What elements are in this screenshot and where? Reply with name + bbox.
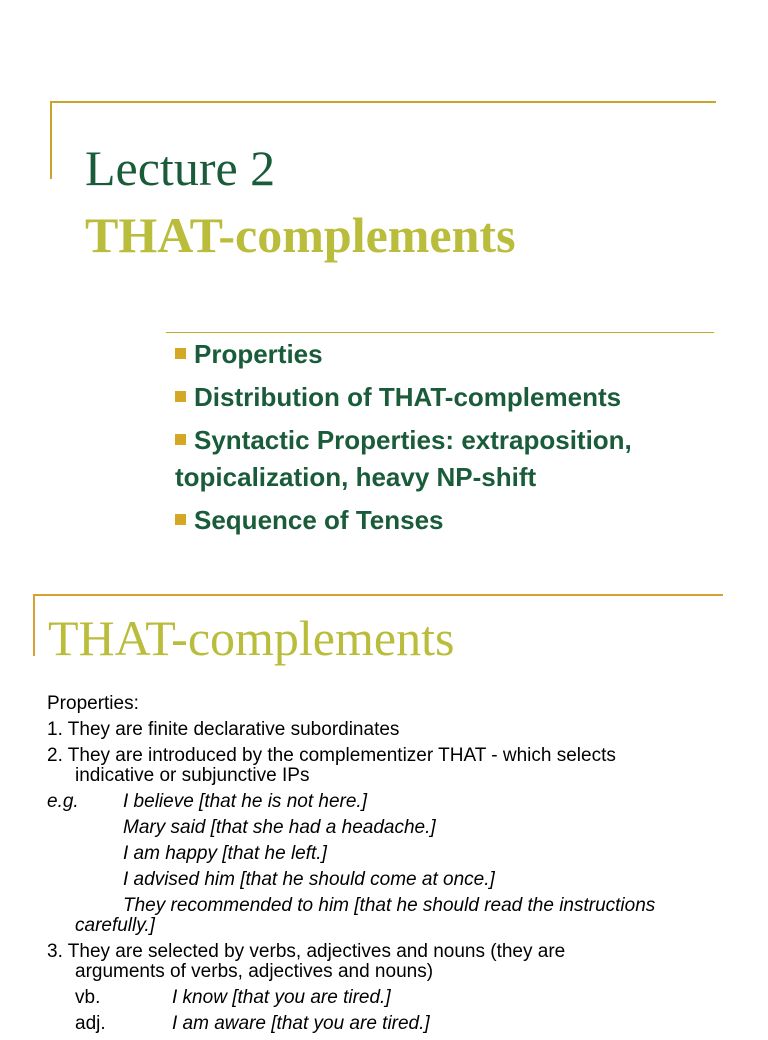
square-bullet-icon	[175, 391, 186, 402]
property-item-3-line-1: 3. They are selected by verbs, adjectives and nouns (they are	[47, 941, 566, 962]
lecture-title: Lecture 2	[85, 140, 276, 196]
square-bullet-icon	[175, 348, 186, 359]
square-bullet-icon	[175, 434, 186, 445]
example-row-wrapped	[47, 896, 747, 936]
example-text: I believe [that he is not here.]	[123, 791, 367, 812]
adj-example-text: I am aware [that you are tired.]	[172, 1013, 430, 1034]
bullet-text: Syntactic Properties: extraposition, topicalization, heavy NP-shift	[175, 425, 632, 492]
slide1-bullets-rule	[166, 332, 714, 333]
example-text-part-1: They recommended to him [that he should read the instructions	[123, 895, 656, 916]
eg-label: e.g.	[47, 791, 79, 812]
example-text	[47, 896, 747, 916]
slide1-left-rule	[50, 101, 52, 179]
vb-label: vb.	[75, 987, 101, 1008]
properties-heading: Properties:	[47, 693, 139, 714]
slide1-bullet-list	[175, 336, 735, 545]
adjective-example-row	[47, 1014, 747, 1034]
example-row	[47, 818, 747, 838]
lecture-subtitle: THAT-complements	[85, 207, 516, 263]
square-bullet-icon	[175, 514, 186, 525]
slide2-body	[47, 694, 747, 1040]
bullet-item	[175, 379, 735, 416]
bullet-item	[175, 422, 735, 496]
bullet-item	[175, 336, 735, 373]
property-item-3	[47, 942, 747, 982]
adj-label: adj.	[75, 1013, 106, 1034]
bullet-text: Properties	[194, 339, 323, 369]
example-text: I advised him [that he should come at once.]	[123, 869, 495, 890]
bullet-item	[175, 502, 735, 539]
property-item-2-line-1: 2. They are introduced by the complementizer THAT - which selects	[47, 745, 616, 766]
example-text: Mary said [that she had a headache.]	[123, 817, 436, 838]
example-row	[47, 844, 747, 864]
vb-example-text: I know [that you are tired.]	[172, 987, 391, 1008]
bullet-text: Distribution of THAT-complements	[194, 382, 622, 412]
bullet-text: Sequence of Tenses	[194, 505, 444, 535]
verb-example-row	[47, 988, 747, 1008]
example-row	[47, 870, 747, 890]
slide2-top-rule	[33, 594, 723, 596]
slide2-left-rule	[33, 594, 35, 656]
example-row	[47, 792, 747, 812]
property-item-3-line-2: arguments of verbs, adjectives and nouns)	[75, 961, 434, 982]
property-item-2	[47, 746, 747, 786]
property-item-2-line-2: indicative or subjunctive IPs	[75, 765, 310, 786]
property-item-1: 1. They are finite declarative subordinates	[47, 719, 400, 740]
slide2-title: THAT-complements	[48, 610, 455, 666]
example-text-part-2: carefully.]	[75, 915, 155, 936]
example-text-continued	[47, 916, 747, 936]
example-text: I am happy [that he left.]	[123, 843, 327, 864]
slide1-top-rule	[50, 101, 716, 103]
